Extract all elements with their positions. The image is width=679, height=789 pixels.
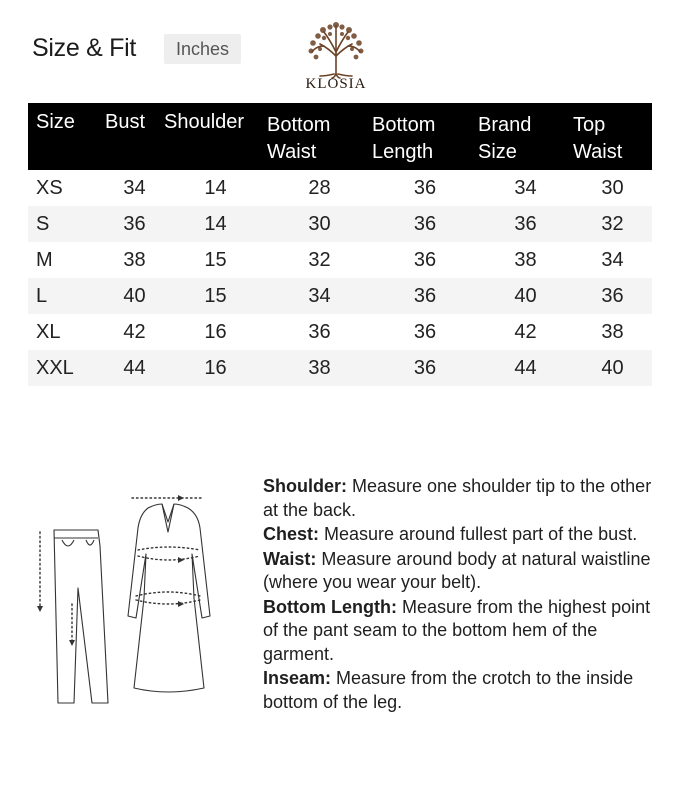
table-cell: 36: [372, 350, 478, 386]
table-cell: 15: [164, 278, 267, 314]
table-cell: 30: [267, 206, 372, 242]
table-cell: 40: [478, 278, 573, 314]
table-cell: 36: [372, 278, 478, 314]
table-cell: 28: [308, 176, 331, 199]
table-cell: 36: [413, 176, 437, 199]
table-header-row: [28, 103, 652, 170]
size-chart-table: [28, 103, 652, 386]
guide-inseam: Inseam: Measure from the crotch to the inside bottom of the leg.: [263, 668, 634, 712]
table-cell: 34: [267, 278, 372, 314]
table-row: [28, 206, 652, 242]
unit-toggle[interactable]: Inches: [164, 34, 241, 64]
table-row: [28, 314, 652, 350]
table-cell: 38: [601, 320, 624, 343]
table-cell: 34: [514, 176, 537, 199]
table-row: [28, 278, 652, 314]
column-header: Size: [28, 103, 105, 170]
table-cell: 14: [204, 176, 227, 199]
table-cell: 44: [478, 350, 573, 386]
table-cell: 42: [123, 320, 146, 343]
table-cell: 36: [413, 320, 437, 343]
size-cell: M: [36, 248, 53, 271]
size-cell: S: [28, 206, 105, 242]
table-cell: 30: [601, 176, 624, 199]
table-cell: 38: [267, 350, 372, 386]
column-header: Top Waist: [573, 103, 652, 170]
column-header: Brand Size: [478, 103, 573, 170]
column-header: Bottom Length: [372, 103, 478, 170]
guide-shoulder: Shoulder: Measure one shoulder tip to the other at the back.: [263, 476, 652, 520]
table-cell: 42: [514, 320, 537, 343]
size-cell: XXL: [28, 350, 105, 386]
table-cell: 34: [123, 176, 146, 199]
size-cell: XL: [36, 320, 61, 343]
table-cell: 36: [573, 278, 652, 314]
size-cell: L: [28, 278, 105, 314]
table-cell: 36: [413, 248, 437, 271]
table-row: [28, 242, 652, 278]
page-title: Size & Fit: [32, 34, 136, 62]
dress-outline: [128, 504, 210, 692]
column-header: Bottom Waist: [267, 103, 372, 170]
guide-chest: Chest: Measure around fullest part of the bust.: [263, 524, 638, 544]
brand-name: KLOSIA: [305, 76, 367, 92]
table-cell: 36: [372, 206, 478, 242]
table-cell: 16: [164, 350, 267, 386]
table-cell: 44: [105, 350, 164, 386]
table-cell: 40: [573, 350, 652, 386]
size-cell: XS: [36, 176, 63, 199]
guide-waist: Waist: Measure around body at natural waistline (where you wear your belt).: [263, 548, 651, 592]
table-cell: 36: [308, 320, 331, 343]
table-cell: 36: [105, 206, 164, 242]
column-header: Bust: [105, 103, 164, 170]
table-cell: 14: [164, 206, 267, 242]
table-cell: 32: [308, 248, 331, 271]
table-cell: 40: [105, 278, 164, 314]
table-cell: 38: [514, 248, 537, 271]
table-cell: 36: [478, 206, 573, 242]
garment-measurement-diagram-icon: [28, 488, 254, 714]
table-cell: 38: [123, 248, 146, 271]
pants-outline: [54, 530, 108, 703]
column-header: Shoulder: [164, 103, 267, 170]
table-cell: 34: [601, 248, 624, 271]
table-row: [28, 170, 652, 206]
table-row: [28, 350, 652, 386]
table-cell: 16: [204, 320, 227, 343]
table-cell: 15: [204, 248, 227, 271]
guide-bottom-length: Bottom Length: Measure from the highest point of the pant seam to the bottom hem of the garment.: [263, 596, 651, 664]
measurement-guide: [263, 475, 653, 715]
table-cell: 32: [573, 206, 652, 242]
